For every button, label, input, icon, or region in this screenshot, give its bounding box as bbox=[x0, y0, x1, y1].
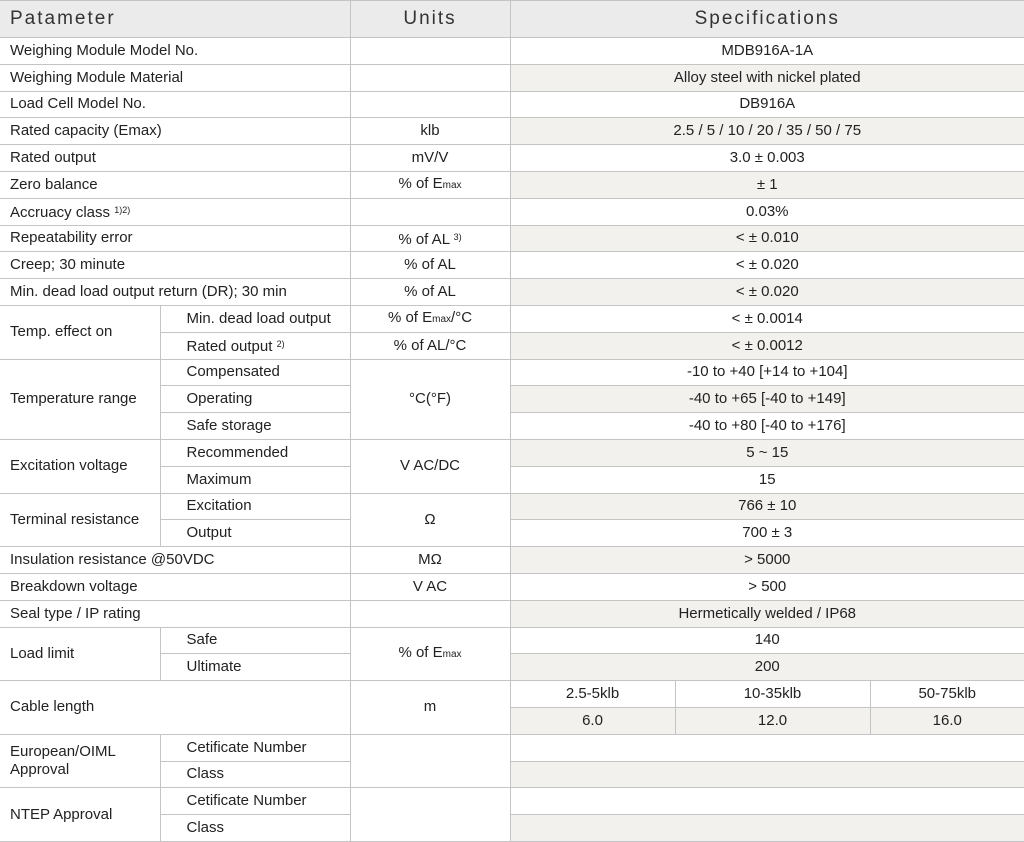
spec-cell: < ± 0.0012 bbox=[510, 332, 1024, 359]
subparam-cell: Excitation bbox=[160, 493, 350, 520]
units-cell: mV/V bbox=[350, 145, 510, 172]
units-cell: m bbox=[350, 681, 510, 735]
units-cell: % of AL bbox=[350, 279, 510, 306]
spec-cell: -40 to +80 [-40 to +176] bbox=[510, 413, 1024, 440]
units-cell: % of AL $^{3)}$ bbox=[350, 225, 510, 252]
param-cell: Load limit bbox=[0, 627, 160, 681]
spec-cell: < ± 0.010 bbox=[510, 225, 1024, 252]
spec-cell: 15 bbox=[510, 466, 1024, 493]
subparam-cell: Safe bbox=[160, 627, 350, 654]
spec-cell: < ± 0.020 bbox=[510, 279, 1024, 306]
table-row bbox=[0, 279, 1024, 306]
table-row bbox=[0, 64, 1024, 91]
cable-length-cell: 16.0 bbox=[870, 707, 1024, 734]
header-row bbox=[0, 1, 1024, 38]
param-cell: Weighing Module Model No. bbox=[0, 38, 350, 65]
param-cell: Min. dead load output return (DR); 30 min bbox=[0, 279, 350, 306]
table-row bbox=[0, 198, 1024, 225]
param-cell: Weighing Module Material bbox=[0, 64, 350, 91]
units-cell: klb bbox=[350, 118, 510, 145]
spec-cell: 5 ~ 15 bbox=[510, 439, 1024, 466]
param-cell: Rated output bbox=[0, 145, 350, 172]
subparam-cell: Class bbox=[160, 815, 350, 842]
subparam-cell: Recommended bbox=[160, 439, 350, 466]
param-cell: Zero balance bbox=[0, 171, 350, 198]
header-parameter: Patameter bbox=[0, 1, 350, 38]
table-row bbox=[0, 145, 1024, 172]
units-cell: °C(°F) bbox=[350, 359, 510, 439]
param-cell: European/OIML Approval bbox=[0, 734, 160, 788]
cable-length-cell: 12.0 bbox=[675, 707, 870, 734]
spec-cell: -10 to +40 [+14 to +104] bbox=[510, 359, 1024, 386]
table-row bbox=[0, 493, 1024, 520]
spec-cell bbox=[510, 815, 1024, 842]
subparam-cell: Output bbox=[160, 520, 350, 547]
cable-range-cell: 50-75klb bbox=[870, 681, 1024, 708]
table-row bbox=[0, 734, 1024, 761]
subparam-cell: Cetificate Number bbox=[160, 788, 350, 815]
subparam-cell: Safe storage bbox=[160, 413, 350, 440]
table-row bbox=[0, 171, 1024, 198]
units-cell bbox=[350, 64, 510, 91]
spec-cell: < ± 0.020 bbox=[510, 252, 1024, 279]
spec-cell: 2.5 / 5 / 10 / 20 / 35 / 50 / 75 bbox=[510, 118, 1024, 145]
table-row bbox=[0, 252, 1024, 279]
spec-cell: Hermetically welded / IP68 bbox=[510, 600, 1024, 627]
units-cell bbox=[350, 198, 510, 225]
spec-cell: 700 ± 3 bbox=[510, 520, 1024, 547]
spec-cell: DB916A bbox=[510, 91, 1024, 118]
table-row bbox=[0, 118, 1024, 145]
units-cell: V AC/DC bbox=[350, 439, 510, 493]
param-cell: Rated capacity (Emax) bbox=[0, 118, 350, 145]
param-cell: Seal type / IP rating bbox=[0, 600, 350, 627]
units-cell: Ω bbox=[350, 493, 510, 547]
subparam-cell: Operating bbox=[160, 386, 350, 413]
spec-cell: 140 bbox=[510, 627, 1024, 654]
units-cell: % of Emax bbox=[350, 627, 510, 681]
table-row bbox=[0, 439, 1024, 466]
units-cell bbox=[350, 38, 510, 65]
spec-cell bbox=[510, 761, 1024, 788]
units-cell bbox=[350, 788, 510, 842]
spec-cell: 0.03% bbox=[510, 198, 1024, 225]
cable-range-cell: 2.5-5klb bbox=[510, 681, 675, 708]
subparam-cell: Class bbox=[160, 761, 350, 788]
header-specifications: Specifications bbox=[510, 1, 1024, 38]
table-row bbox=[0, 359, 1024, 386]
subparam-cell: Maximum bbox=[160, 466, 350, 493]
param-cell: Terminal resistance bbox=[0, 493, 160, 547]
subparam-cell: Rated output $^{2)}$ bbox=[160, 332, 350, 359]
subparam-cell: Cetificate Number bbox=[160, 734, 350, 761]
table-row bbox=[0, 627, 1024, 654]
cable-length-cell: 6.0 bbox=[510, 707, 675, 734]
spec-cell: Alloy steel with nickel plated bbox=[510, 64, 1024, 91]
table-row bbox=[0, 788, 1024, 815]
subparam-cell: Ultimate bbox=[160, 654, 350, 681]
param-cell: Accruacy class $^{1)2)}$ bbox=[0, 198, 350, 225]
units-cell bbox=[350, 734, 510, 788]
param-cell: Insulation resistance @50VDC bbox=[0, 547, 350, 574]
units-cell: MΩ bbox=[350, 547, 510, 574]
param-cell: Temp. effect on bbox=[0, 305, 160, 359]
table-row bbox=[0, 547, 1024, 574]
spec-cell bbox=[510, 734, 1024, 761]
units-cell: % of Emax bbox=[350, 171, 510, 198]
spec-cell: 3.0 ± 0.003 bbox=[510, 145, 1024, 172]
param-cell: Repeatability error bbox=[0, 225, 350, 252]
spec-cell: 766 ± 10 bbox=[510, 493, 1024, 520]
spec-cell: ± 1 bbox=[510, 171, 1024, 198]
table-row bbox=[0, 305, 1024, 332]
table-row bbox=[0, 573, 1024, 600]
spec-cell: > 5000 bbox=[510, 547, 1024, 574]
table-row bbox=[0, 38, 1024, 65]
units-cell bbox=[350, 600, 510, 627]
table-row bbox=[0, 91, 1024, 118]
spec-cell bbox=[510, 788, 1024, 815]
units-cell: % of AL/°C bbox=[350, 332, 510, 359]
param-cell: Creep; 30 minute bbox=[0, 252, 350, 279]
spec-cell: 200 bbox=[510, 654, 1024, 681]
units-cell: % of Emax/°C bbox=[350, 305, 510, 332]
subparam-cell: Compensated bbox=[160, 359, 350, 386]
subparam-cell: Min. dead load output bbox=[160, 305, 350, 332]
units-cell: % of AL bbox=[350, 252, 510, 279]
param-cell: Excitation voltage bbox=[0, 439, 160, 493]
header-units: Units bbox=[350, 1, 510, 38]
units-cell bbox=[350, 91, 510, 118]
table-row bbox=[0, 225, 1024, 252]
param-cell: Load Cell Model No. bbox=[0, 91, 350, 118]
param-cell: Cable length bbox=[0, 681, 350, 735]
param-cell: Breakdown voltage bbox=[0, 573, 350, 600]
table-row bbox=[0, 600, 1024, 627]
spec-cell: > 500 bbox=[510, 573, 1024, 600]
param-cell: Temperature range bbox=[0, 359, 160, 439]
spec-cell: MDB916A-1A bbox=[510, 38, 1024, 65]
table-row bbox=[0, 681, 1024, 708]
cable-range-cell: 10-35klb bbox=[675, 681, 870, 708]
units-cell: V AC bbox=[350, 573, 510, 600]
param-cell: NTEP Approval bbox=[0, 788, 160, 842]
spec-cell: < ± 0.0014 bbox=[510, 305, 1024, 332]
spec-cell: -40 to +65 [-40 to +149] bbox=[510, 386, 1024, 413]
